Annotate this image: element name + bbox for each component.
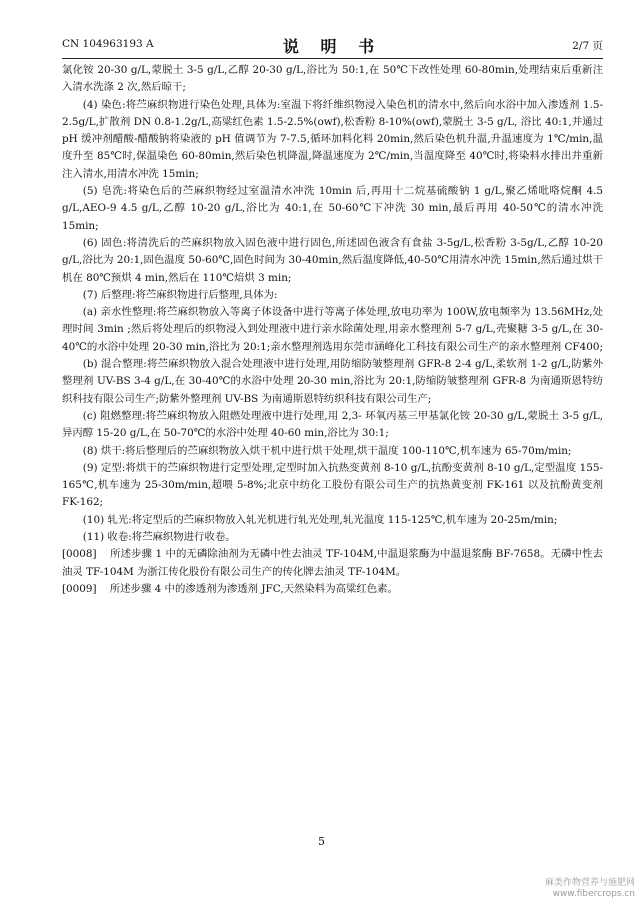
- paragraph: (4) 染色:将苎麻织物进行染色处理,具体为:室温下将纤维织物浸入染色机的清水中,然后向水浴中加入渗透剂 1.5-2.5g/L,扩散剂 DN 0.8-1.2g/L,高粱红色素 1.5-2.5%(owf),松香粉 8-10%(owf),蒙脱土 3-5 g/L, 浴比 40:1,并通过 pH 缓冲剂醋酸-醋酸钠将染液的 pH 值调节为 7-7.5,循环加料化料 20min,然后染色机升温,升温速度为 1℃/min,温度升至 85℃时,保温染色 60-80min,然后染色机降温,降温速度为 2℃/min,当温度降至 40℃时,将染料水排出并重新注入清水,用清水冲洗 15min;: [62, 98, 603, 180]
- document-body: [62, 62, 603, 598]
- header-rule: [62, 58, 603, 59]
- numbered-paragraph: [62, 546, 603, 581]
- watermark-url: www.fibercrops.cn: [552, 889, 635, 899]
- paragraph: (9) 定型:将烘干的苎麻织物进行定型处理,定型时加入抗热变黄剂 8-10 g/L,抗酚变黄剂 8-10 g/L,定型温度 155-165℃,机车速为 25-30m/min,超喂 5-8%;北京中纺化工股份有限公司生产的抗热黄变剂 FK-161 以及抗酚黄变剂 FK-162;: [62, 461, 603, 509]
- paragraph: (b) 混合整理:将苎麻织物放入混合处理液中进行处理,用防缩防皱整理剂 GFR-8 2-4 g/L,柔软剂 1-2 g/L,防紫外整理剂 UV-BS 3-4 g/L,在 30-40℃的水浴中处理 20-30 min,浴比为 20:1,防缩防皱整理剂 GFR-8 为南通斯恩特纺织科技有限公司生产;防紫外整理剂 UV-BS 为南通斯恩特纺织科技有限公司生产;: [62, 358, 603, 405]
- paragraph: (10) 轧光:将定型后的苎麻织物放入轧光机进行轧光处理,轧光温度 115-125℃,机车速为 20-25m/min;: [82, 513, 558, 526]
- paragraph: (11) 收卷:将苎麻织物进行收卷。: [82, 531, 236, 544]
- paragraph: (c) 阻燃整理:将苎麻织物放入阻燃处理液中进行处理,用 2,3- 环氧丙基三甲基氯化铵 20-30 g/L,蒙脱土 3-5 g/L,异丙醇 15-20 g/L,在 50-70℃的水浴中处理 40-60 min,浴比为 30:1;: [62, 409, 603, 440]
- page-number: 5: [318, 835, 325, 848]
- numbered-paragraph: [62, 581, 603, 598]
- paragraph: (5) 皂洗:将染色后的苎麻织物经过室温清水冲洗 10min 后,再用十二烷基硫酸钠 1 g/L,聚乙烯吡咯烷酮 4.5 g/L,AEO-9 4.5 g/L,乙醇 10-20 g/L,浴比为 40:1,在 50-60℃下冲洗 30 min,最后再用 40-50℃的清水冲洗 15min;: [62, 185, 603, 232]
- paragraph-number: [0009]: [62, 582, 97, 595]
- paragraph: (a) 亲水性整理:将苎麻织物放入等离子体设备中进行等离子体处理,放电功率为 100W,放电频率为 13.56MHz,处理时间 3min ;然后将处理后的织物浸入到处理液中进行亲水除菌处理,用亲水整理剂 5-7 g/L,壳聚糖 3-5 g/L,在 30-40℃的水浴中处理 20-30 min,浴比为 20:1;亲水整理剂选用东莞市涵峰化工科技有限公司生产的亲水整理剂 CF400;: [62, 306, 603, 353]
- document-title: 说 明 书: [282, 37, 383, 56]
- watermark-title: 麻类作物营养与施肥网: [544, 878, 635, 888]
- paragraph: (8) 烘干:将后整理后的苎麻织物放入烘干机中进行烘干处理,烘干温度 100-110℃,机车速为 65-70m/min;: [82, 444, 572, 457]
- watermark: [545, 878, 635, 900]
- paragraph: 氯化铵 20-30 g/L,蒙脱土 3-5 g/L,乙醇 20-30 g/L,浴比为 50:1,在 50℃下改性处理 60-80min,处理结束后重新注入清水洗涤 2 次,然后晾干;: [62, 64, 603, 94]
- paragraph-number: [0008]: [62, 548, 97, 561]
- patent-number: CN 104963193 A: [62, 38, 154, 50]
- paragraph-text: 所述步骤 4 中的渗透剂为渗透剂 JFC,天然染料为高粱红色素。: [109, 582, 398, 595]
- paragraph: (6) 固色:将清洗后的苎麻织物放入固色液中进行固色,所述固色液含有食盐 3-5g/L,松香粉 3-5g/L,乙醇 10-20 g/L,浴比为 20:1,固色温度 50-60℃,固色时间为 30-40min,然后温度降低,40-50℃用清水冲洗 15min,然后通过烘干机在 80℃预烘 4 min,然后在 110℃焙烘 3 min;: [62, 236, 603, 284]
- page-header: [62, 34, 603, 56]
- paragraph-text: 所述步骤 1 中的无磷除油剂为无磷中性去油灵 TF-104M,中温退浆酶为中温退浆酶 BF-7658。无磷中性去油灵 TF-104M 为浙江传化股份有限公司生产的传化牌去油灵 TF-104M。: [62, 548, 603, 578]
- paragraph: (7) 后整理:将苎麻织物进行后整理,具体为:: [82, 288, 278, 301]
- page-indicator: 2/7 页: [572, 40, 603, 52]
